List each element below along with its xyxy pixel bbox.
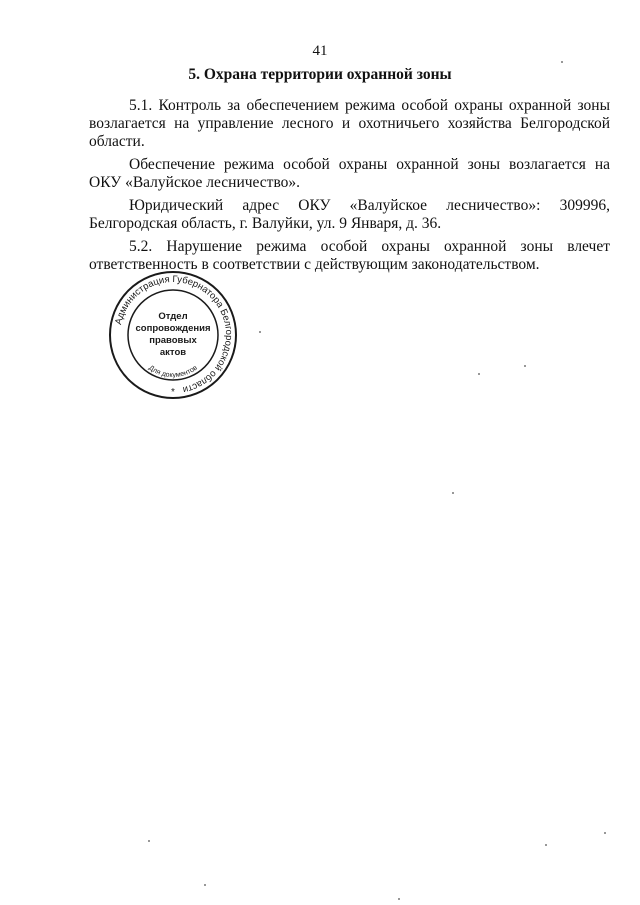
scan-speck xyxy=(545,844,547,846)
stamp-bottom-text: Для документов xyxy=(147,364,199,380)
scan-speck xyxy=(148,840,150,842)
scan-speck xyxy=(204,884,206,886)
scan-speck xyxy=(259,331,261,333)
scan-speck xyxy=(524,365,526,367)
paragraph-5-2: 5.2. Нарушение режима особой охраны охранной зоны влечет ответственность в соответствии с действующим законодательством. xyxy=(89,238,610,273)
paragraph-5-1: 5.1. Контроль за обеспечением режима особой охраны охранной зоны возлагается на управление лесного и охотничьего хозяйства Белгородской области. xyxy=(89,97,610,150)
section-title: 5. Охрана территории охранной зоны xyxy=(188,66,452,83)
stamp-center-line-1: Отдел xyxy=(158,311,188,322)
paragraph-legal-address: Юридический адрес ОКУ «Валуйское лесничество»: 309996, Белгородская область, г. Валуйки, ул. 9 Января, д. 36. xyxy=(89,197,610,232)
stamp-center-line-4: актов xyxy=(159,347,187,358)
scan-speck xyxy=(478,373,480,375)
scan-speck xyxy=(398,898,400,900)
scan-speck xyxy=(561,61,563,63)
stamp-seal-icon xyxy=(107,269,239,401)
scan-speck xyxy=(604,832,606,834)
stamp-star: * xyxy=(171,387,175,398)
stamp-ring-text: Администрация Губернатора Белгородской области xyxy=(113,273,235,396)
stamp-center-line-2: сопровождения xyxy=(135,323,211,334)
body-text xyxy=(89,97,610,279)
stamp-center-line-3: правовых xyxy=(149,335,197,346)
page-number: 41 xyxy=(312,43,328,59)
official-stamp xyxy=(107,269,239,401)
paragraph-enforcement: Обеспечение режима особой охраны охранной зоны возлагается на ОКУ «Валуйское лесничество». xyxy=(89,156,610,191)
scan-speck xyxy=(452,492,454,494)
